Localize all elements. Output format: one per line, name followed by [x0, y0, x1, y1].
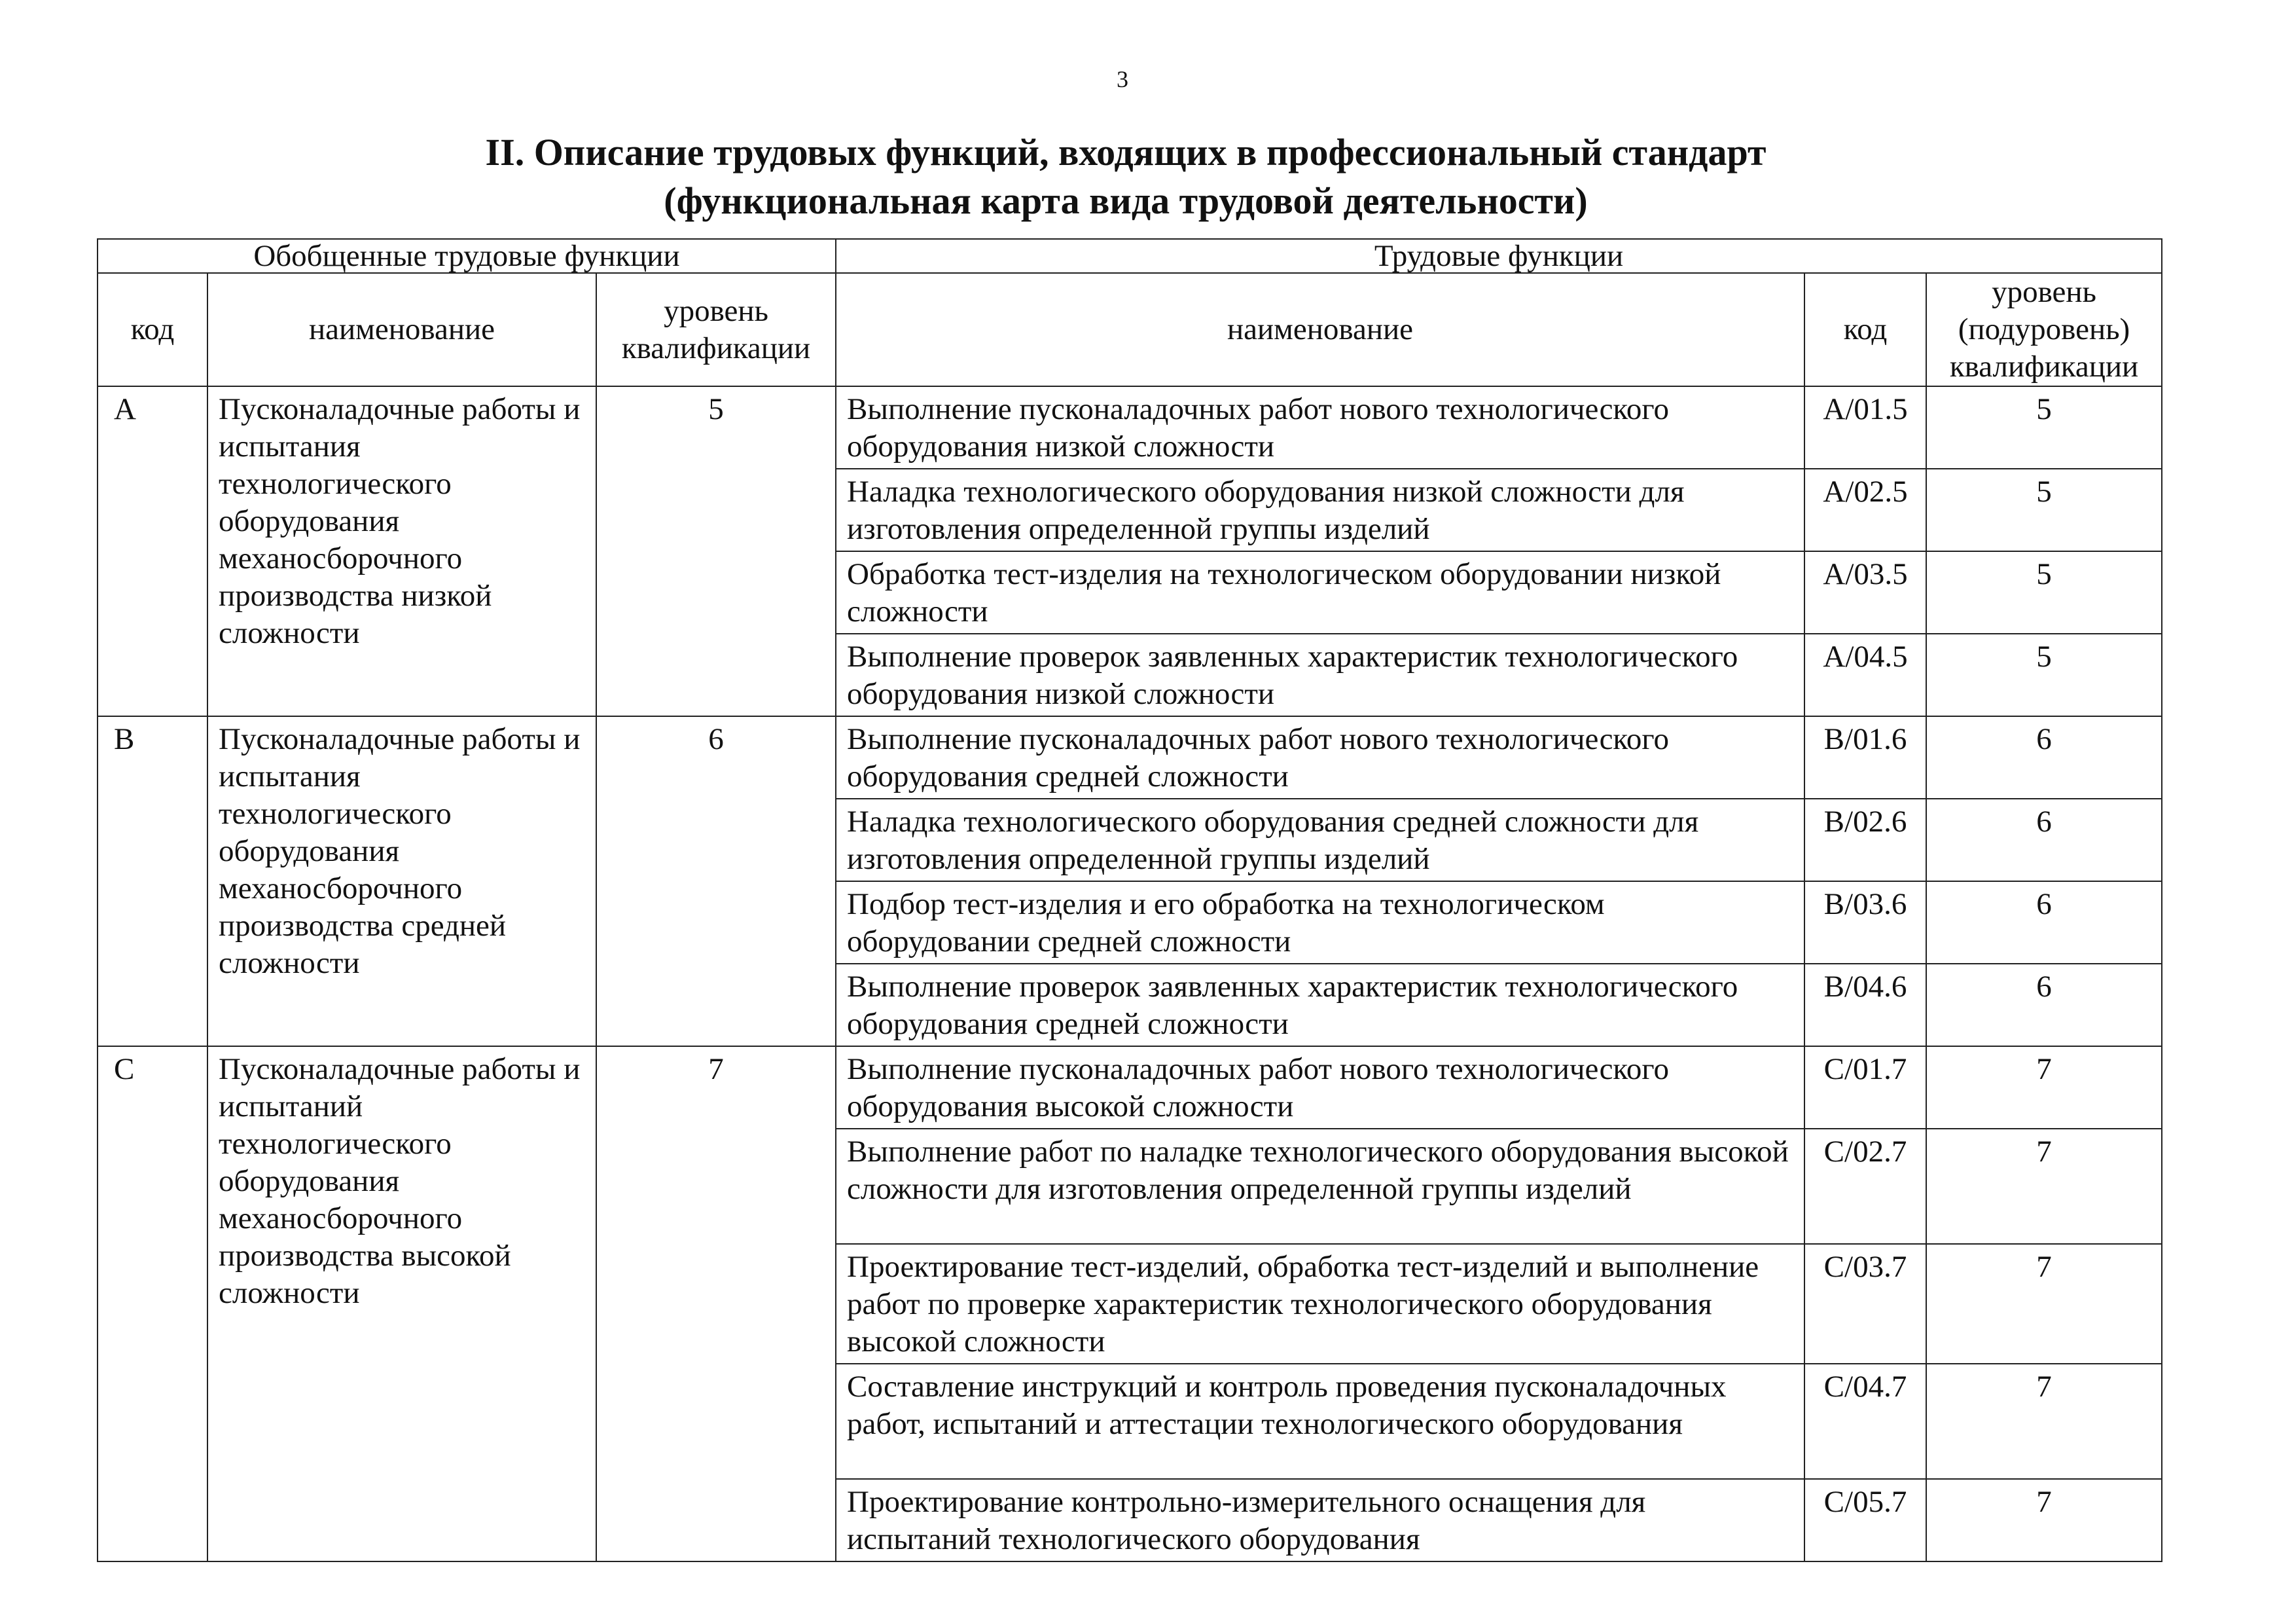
group-level: 6 [596, 716, 836, 1046]
page-title [0, 128, 2251, 225]
group-code: A [98, 386, 207, 716]
function-code: A/01.5 [1804, 386, 1926, 469]
header-qual-level: уровень квалификации [596, 273, 836, 386]
function-code: C/03.7 [1804, 1244, 1926, 1364]
function-name: Проектирование тест-изделий, обработка тест-изделий и выполнение работ по проверке характеристик технологического оборудования высокой сложности [836, 1244, 1804, 1364]
function-level: 6 [1926, 716, 2162, 799]
group-code: C [98, 1046, 207, 1561]
function-name: Выполнение проверок заявленных характеристик технологического оборудования средней сложности [836, 964, 1804, 1046]
function-code: A/03.5 [1804, 551, 1926, 634]
group-code: B [98, 716, 207, 1046]
header-tf-code: код [1804, 273, 1926, 386]
function-level: 7 [1926, 1479, 2162, 1561]
header-tf-name: наименование [836, 273, 1804, 386]
function-level: 5 [1926, 634, 2162, 716]
group-level: 7 [596, 1046, 836, 1561]
header-tf-level: уровень (подуровень) квалификации [1926, 273, 2162, 386]
function-name: Выполнение пусконаладочных работ нового технологического оборудования высокой сложности [836, 1046, 1804, 1129]
function-code: B/04.6 [1804, 964, 1926, 1046]
function-code: A/04.5 [1804, 634, 1926, 716]
function-level: 5 [1926, 386, 2162, 469]
function-code: C/04.7 [1804, 1364, 1926, 1479]
table-row [98, 386, 2162, 469]
function-name: Обработка тест-изделия на технологическом оборудовании низкой сложности [836, 551, 1804, 634]
function-code: B/03.6 [1804, 881, 1926, 964]
function-level: 6 [1926, 964, 2162, 1046]
title-line-2: (функциональная карта вида трудовой деятельности) [664, 179, 1588, 222]
header-row-sub [98, 273, 2162, 386]
group-name: Пусконаладочные работы и испытания технологического оборудования механосборочного производства средней сложности [207, 716, 596, 1046]
function-name: Наладка технологического оборудования средней сложности для изготовления определенной группы изделий [836, 799, 1804, 881]
page-number: 3 [1117, 66, 1128, 92]
group-level: 5 [596, 386, 836, 716]
function-code: C/02.7 [1804, 1129, 1926, 1244]
header-row-top [98, 239, 2162, 273]
function-name: Выполнение работ по наладке технологического оборудования высокой сложности для изготовления определенной группы изделий [836, 1129, 1804, 1244]
function-code: C/05.7 [1804, 1479, 1926, 1561]
header-code: код [98, 273, 207, 386]
function-name: Проектирование контрольно-измерительного оснащения для испытаний технологического оборудования [836, 1479, 1804, 1561]
group-name: Пусконаладочные работы и испытаний технологического оборудования механосборочного производства высокой сложности [207, 1046, 596, 1561]
function-level: 7 [1926, 1129, 2162, 1244]
function-code: A/02.5 [1804, 469, 1926, 551]
table-row [98, 1046, 2162, 1129]
function-name: Подбор тест-изделия и его обработка на технологическом оборудовании средней сложности [836, 881, 1804, 964]
header-generalized-functions: Обобщенные трудовые функции [98, 239, 836, 273]
function-level: 7 [1926, 1244, 2162, 1364]
header-name: наименование [207, 273, 596, 386]
header-labor-functions: Трудовые функции [836, 239, 2162, 273]
function-name: Составление инструкций и контроль проведения пусконаладочных работ, испытаний и аттестации технологического оборудования [836, 1364, 1804, 1479]
function-code: B/02.6 [1804, 799, 1926, 881]
function-level: 6 [1926, 881, 2162, 964]
function-level: 5 [1926, 469, 2162, 551]
functional-map-table [97, 238, 2162, 1562]
function-level: 6 [1926, 799, 2162, 881]
function-name: Наладка технологического оборудования низкой сложности для изготовления определенной группы изделий [836, 469, 1804, 551]
function-level: 7 [1926, 1364, 2162, 1479]
function-code: B/01.6 [1804, 716, 1926, 799]
function-name: Выполнение проверок заявленных характеристик технологического оборудования низкой сложности [836, 634, 1804, 716]
function-name: Выполнение пусконаладочных работ нового технологического оборудования низкой сложности [836, 386, 1804, 469]
table-row [98, 716, 2162, 799]
function-level: 5 [1926, 551, 2162, 634]
group-name: Пусконаладочные работы и испытания технологического оборудования механосборочного производства низкой сложности [207, 386, 596, 716]
function-level: 7 [1926, 1046, 2162, 1129]
title-line-1: II. Описание трудовых функций, входящих в профессиональный стандарт [485, 131, 1767, 173]
function-name: Выполнение пусконаладочных работ нового технологического оборудования средней сложности [836, 716, 1804, 799]
function-code: C/01.7 [1804, 1046, 1926, 1129]
